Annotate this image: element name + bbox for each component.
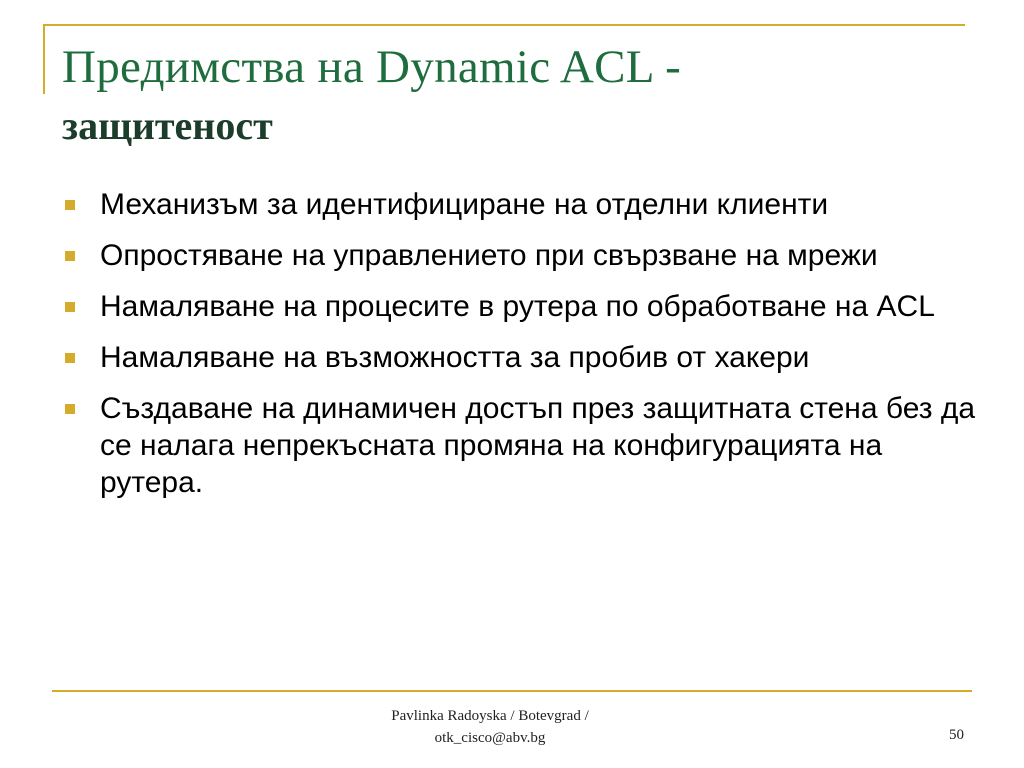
footer-author bbox=[360, 705, 620, 749]
square-bullet-icon bbox=[65, 404, 75, 414]
bullet-text: Намаляване на процесите в рутера по обработване на ACL bbox=[100, 290, 935, 323]
page-number: 50 bbox=[949, 727, 964, 743]
title-line-2: защитеност bbox=[62, 103, 273, 148]
footer-line-1: Pavlinka Radoyska / Botevgrad / bbox=[391, 708, 589, 724]
square-bullet-icon bbox=[65, 353, 75, 363]
bullet-text: Създаване на динамичен достъп през защитната стена без да се налага непрекъсната промяна на конфигурацията на рутера. bbox=[100, 392, 976, 499]
bullet-item bbox=[62, 186, 982, 223]
title-line-1: Предимства на Dynamic ACL - bbox=[62, 41, 682, 93]
left-divider bbox=[43, 24, 45, 94]
square-bullet-icon bbox=[65, 251, 75, 261]
footer-divider bbox=[52, 690, 972, 692]
bullet-item bbox=[62, 339, 982, 376]
bullet-item bbox=[62, 390, 982, 501]
slide-title bbox=[62, 41, 962, 148]
footer-line-2: otk_cisco@abv.bg bbox=[434, 730, 546, 746]
bullet-list bbox=[62, 186, 982, 515]
bullet-text: Механизъм за идентифициране на отделни клиенти bbox=[100, 188, 829, 221]
top-divider bbox=[43, 24, 965, 26]
bullet-text: Намаляване на възможността за пробив от хакери bbox=[100, 341, 810, 374]
square-bullet-icon bbox=[65, 200, 75, 210]
bullet-item bbox=[62, 237, 982, 274]
square-bullet-icon bbox=[65, 302, 75, 312]
bullet-item bbox=[62, 288, 982, 325]
bullet-text: Опростяване на управлението при свързване на мрежи bbox=[100, 239, 878, 272]
